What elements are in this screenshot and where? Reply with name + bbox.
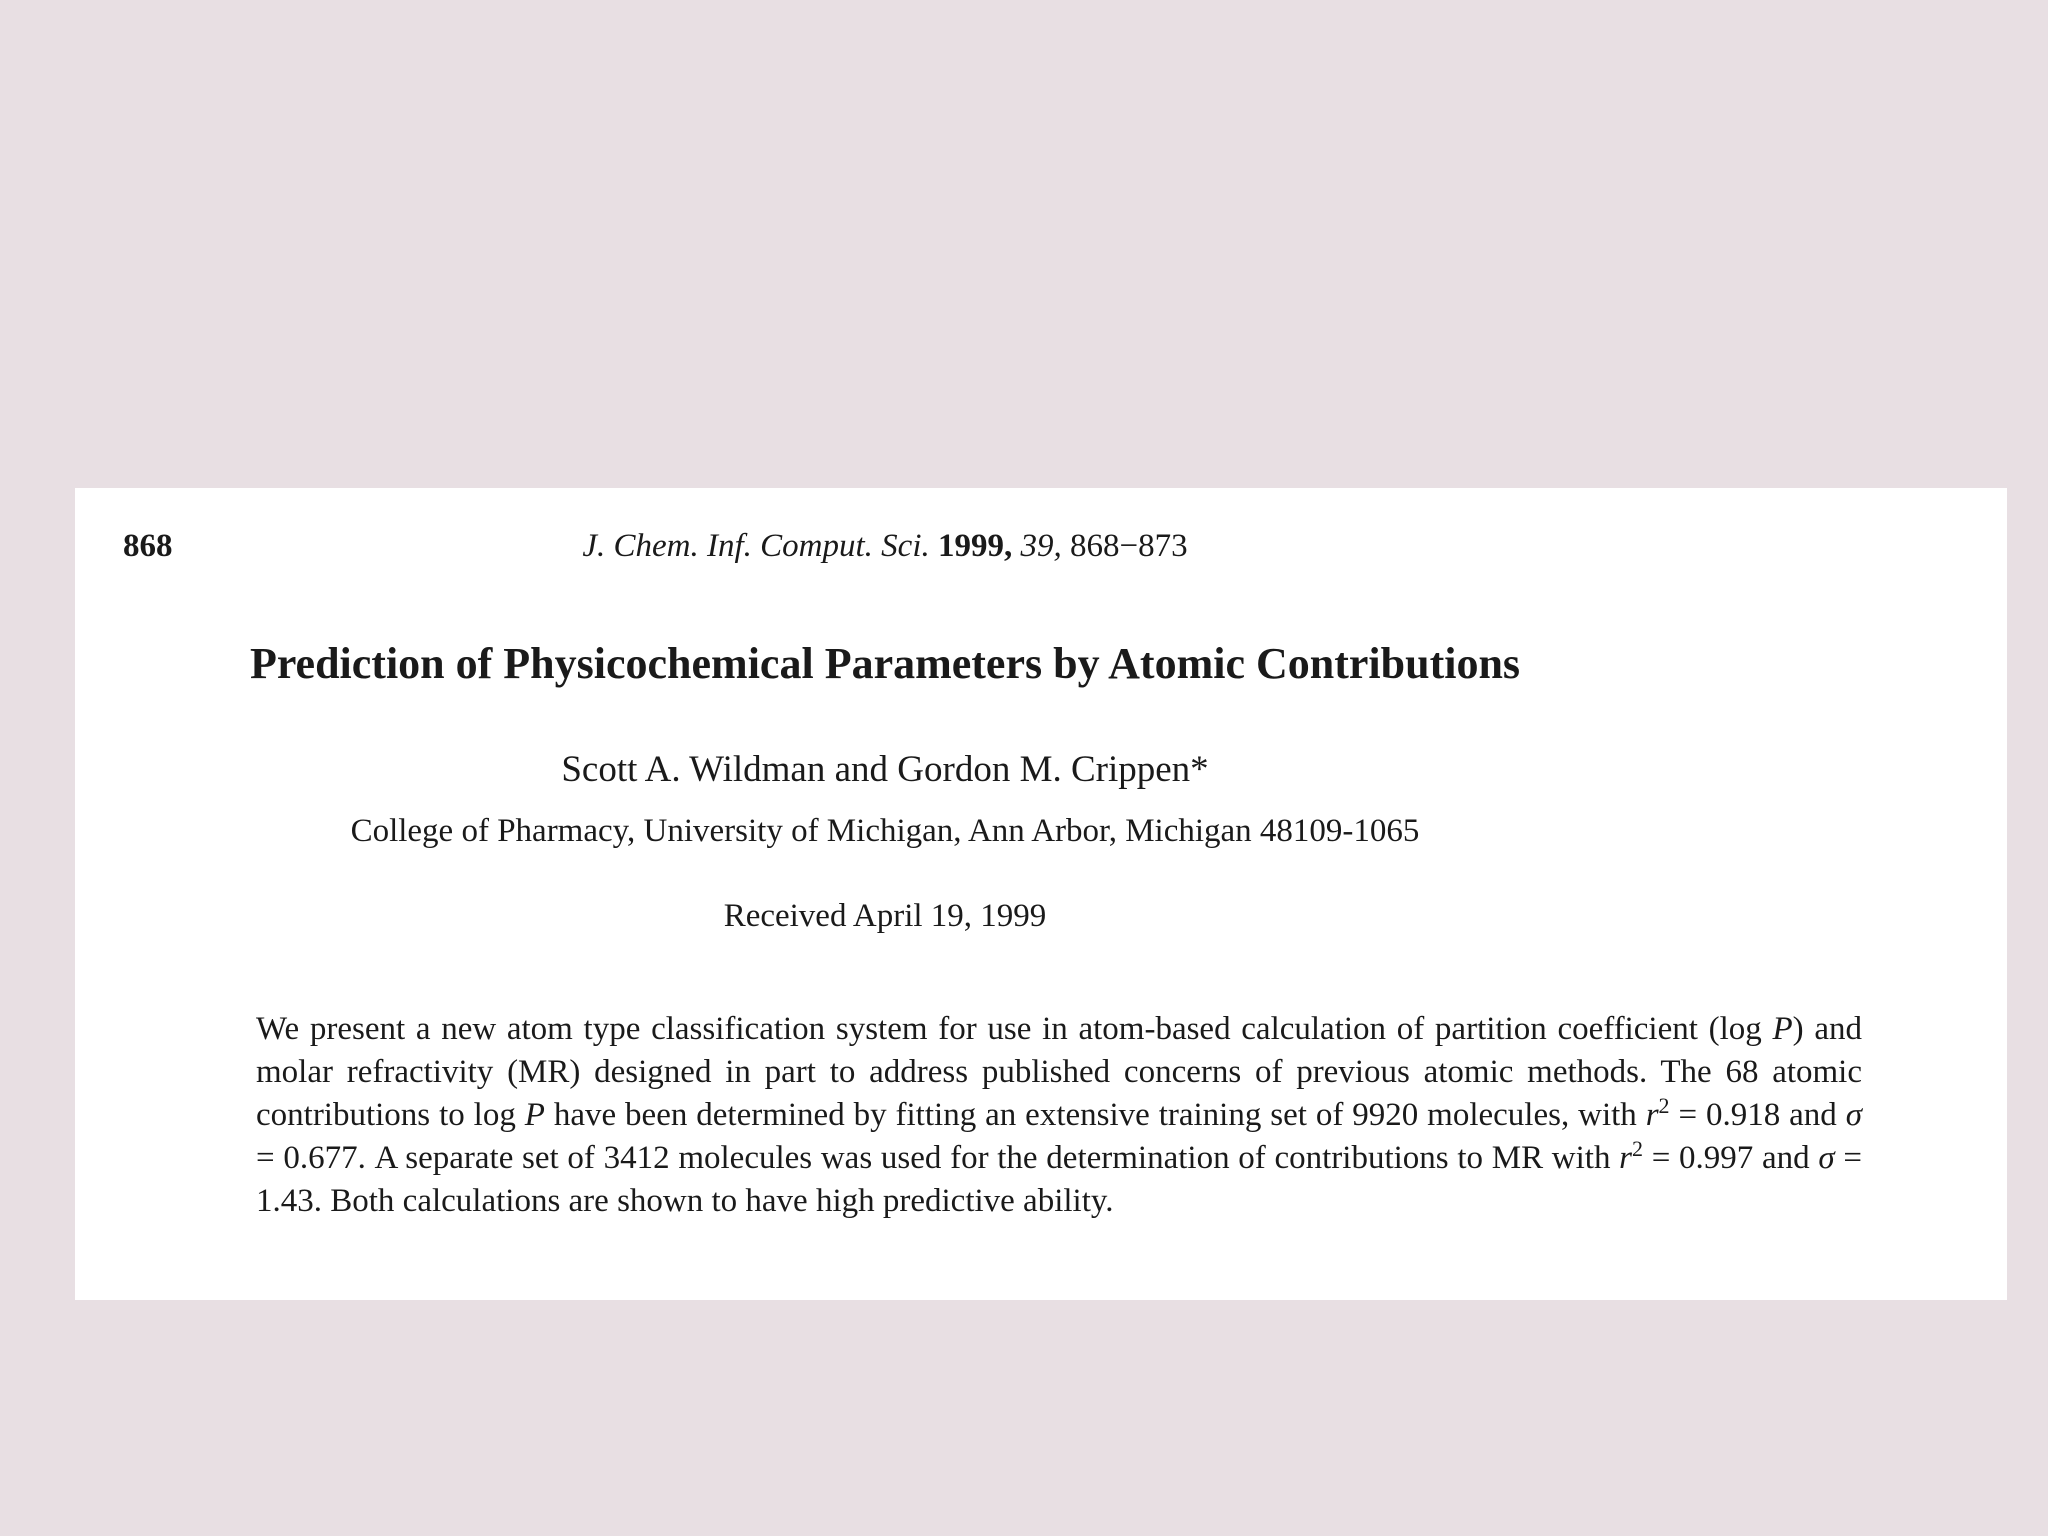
article-page — [75, 488, 2007, 1300]
abstract-text: = 0.677. A separate set of 3412 molecules was used for the determination of contributions to MR with — [256, 1140, 1620, 1176]
received-date: Received April 19, 1999 — [723, 898, 1047, 934]
abstract-superscript: 2 — [1632, 1136, 1644, 1161]
article-affiliation: College of Pharmacy, University of Michigan, Ann Arbor, Michigan 48109-1065 — [350, 813, 1420, 849]
abstract-symbol-sigma: σ — [1845, 1097, 1862, 1133]
abstract-symbol-p: P — [1772, 1011, 1793, 1047]
abstract-symbol-r: r — [1645, 1097, 1659, 1133]
abstract-symbol-p: P — [524, 1097, 545, 1133]
journal-volume: 39, — [1020, 528, 1062, 564]
abstract-text: We present a new atom type classification system for use in atom-based calculation of partition coefficient (log — [256, 1011, 1773, 1047]
abstract-superscript: 2 — [1658, 1093, 1670, 1118]
article-authors: Scott A. Wildman and Gordon M. Crippen* — [561, 749, 1209, 790]
abstract-symbol-r: r — [1619, 1140, 1633, 1176]
journal-name: J. Chem. Inf. Comput. Sci. — [582, 528, 930, 564]
abstract — [256, 1008, 1862, 1223]
journal-year: 1999, — [938, 528, 1013, 564]
abstract-text: ) and molar refractivity (MR) designed in part to address published concerns of previous atomic methods. The 68 atomic contributions to log — [256, 1011, 1862, 1133]
abstract-text: = 0.997 and — [1643, 1140, 1819, 1176]
journal-citation — [75, 528, 1695, 565]
page-number: 868 — [123, 528, 173, 564]
article-title: Prediction of Physicochemical Parameters by Atomic Contributions — [249, 639, 1521, 688]
abstract-text: = 0.918 and — [1669, 1097, 1846, 1133]
abstract-text: have been determined by fitting an extensive training set of 9920 molecules, with — [544, 1097, 1646, 1133]
abstract-text: = 1.43. Both calculations are shown to have high predictive ability. — [256, 1140, 1862, 1219]
journal-pages: 868−873 — [1070, 528, 1188, 564]
abstract-symbol-sigma: σ — [1818, 1140, 1835, 1176]
